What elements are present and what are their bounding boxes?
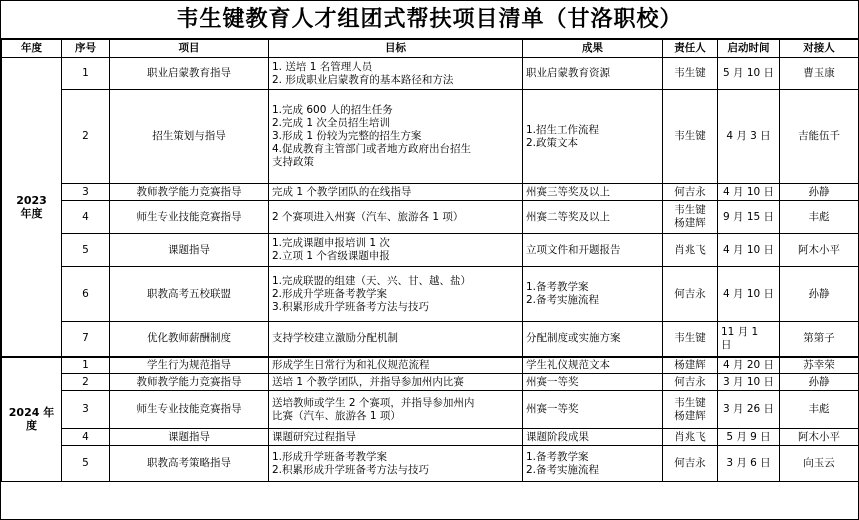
owner-cell: [663, 201, 718, 234]
owner-cell-line: 何吉永: [674, 375, 706, 388]
row-number: 1: [62, 357, 110, 374]
result-cell-line: 2.政策文本: [526, 136, 579, 149]
contact-cell: 曹玉康: [780, 58, 859, 90]
table-row: [2, 201, 859, 234]
start-time-cell: [718, 429, 780, 446]
start-time-cell-line: 4 月 10 日: [722, 287, 775, 300]
goal-cell-line: 支持政策: [272, 156, 314, 168]
start-time-cell: [718, 90, 780, 184]
goal-cell: [269, 58, 523, 90]
header-goal: 目标: [269, 40, 523, 58]
owner-cell: [663, 184, 718, 201]
project-name: 教师教学能力竞赛指导: [110, 374, 269, 391]
owner-cell-line: 何吉永: [674, 287, 706, 300]
result-cell-line: 学生礼仪规范文本: [526, 358, 610, 371]
header-start-time: 启动时间: [718, 40, 780, 58]
result-cell-line: 2.备考实施流程: [526, 463, 600, 476]
goal-cell: [269, 357, 523, 374]
start-time-cell-line: 3 月 26 日: [722, 403, 775, 415]
table-row: [2, 90, 859, 184]
result-cell: [523, 391, 663, 429]
result-cell-line: 州赛二等奖及以上: [526, 210, 610, 223]
project-name: 招生策划与指导: [110, 90, 269, 184]
contact-cell: 孙静: [780, 374, 859, 391]
contact-cell: 阿木小平: [780, 429, 859, 446]
owner-cell-line: 肖兆飞: [674, 430, 706, 443]
owner-cell-line: 杨建辉: [674, 358, 706, 371]
table-row: [2, 357, 859, 374]
goal-cell-line: 2 个赛项进入州赛（汽车、旅游各 1 项）: [272, 210, 464, 223]
result-cell-line: 课题阶段成果: [526, 430, 589, 443]
owner-cell-line: 韦生键: [674, 130, 706, 142]
header-year: 年度: [2, 40, 62, 58]
row-number: 2: [62, 374, 110, 391]
contact-cell: 阿木小平: [780, 234, 859, 267]
start-time-cell-line: 4 月 3 日: [726, 130, 771, 142]
start-time-cell-line: 3 月 10 日: [722, 375, 775, 388]
goal-cell-line: 形成学生日常行为和礼仪规范流程: [272, 358, 430, 371]
result-cell-line: 2.备考实施流程: [526, 294, 600, 306]
goal-cell: [269, 391, 523, 429]
row-number: 5: [62, 234, 110, 267]
goal-cell: [269, 90, 523, 184]
result-cell-line: 职业启蒙教育资源: [526, 67, 610, 79]
table-row: [2, 374, 859, 391]
row-number: 3: [62, 391, 110, 429]
table-row: [2, 446, 859, 482]
start-time-cell-line: 日: [721, 338, 732, 351]
owner-cell-line: 杨建辉: [674, 409, 706, 422]
owner-cell-line: 肖兆飞: [674, 243, 706, 256]
result-cell: [523, 446, 663, 482]
start-time-cell: [718, 267, 780, 322]
goal-cell-line: 3.形成 1 份较为完整的招生方案: [272, 130, 422, 142]
start-time-cell-line: 4 月 10 日: [722, 185, 775, 198]
start-time-cell-line: 3 月 6 日: [726, 457, 771, 469]
owner-cell: [663, 391, 718, 429]
start-time-cell: [718, 322, 780, 357]
owner-cell: [663, 429, 718, 446]
row-number: 4: [62, 201, 110, 234]
goal-cell: [269, 201, 523, 234]
row-number: 5: [62, 446, 110, 482]
result-cell-line: 州赛一等奖: [526, 375, 579, 388]
goal-cell-line: 3.积累形成升学班备考方法与技巧: [272, 300, 430, 313]
contact-cell: 苏幸荣: [780, 357, 859, 374]
start-time-cell-line: 9 月 15 日: [722, 210, 775, 223]
header-project: 项目: [110, 40, 269, 58]
start-time-cell: [718, 391, 780, 429]
start-time-cell: [718, 357, 780, 374]
owner-cell-line: 何吉永: [674, 185, 706, 198]
start-time-cell-line: 5 月 9 日: [726, 430, 771, 443]
owner-cell: [663, 322, 718, 357]
start-time-cell: [718, 184, 780, 201]
result-cell: [523, 322, 663, 357]
table-row: [2, 429, 859, 446]
result-cell-line: 州赛一等奖: [526, 403, 579, 415]
table-body: [2, 58, 859, 482]
owner-cell-line: 韦生键: [674, 204, 706, 216]
start-time-cell: [718, 374, 780, 391]
row-number: 1: [62, 58, 110, 90]
row-number: 3: [62, 184, 110, 201]
result-cell: [523, 234, 663, 267]
year-label-line: 2023: [16, 193, 47, 207]
owner-cell: [663, 58, 718, 90]
year-label-line: 2024 年: [8, 406, 55, 420]
project-name: 职教高考五校联盟: [110, 267, 269, 322]
goal-cell: [269, 184, 523, 201]
year-group-cell: [2, 357, 62, 482]
header-number: 序号: [62, 40, 110, 58]
goal-cell-line: 1.形成升学班备考教学案: [272, 450, 388, 463]
goal-cell-line: 1.完成课题申报培训 1 次: [272, 237, 390, 249]
result-cell: [523, 374, 663, 391]
owner-cell: [663, 234, 718, 267]
result-cell-line: 立项文件和开题报告: [526, 243, 621, 256]
goal-cell-line: 1.完成联盟的组建（天、兴、甘、越、盐）: [272, 274, 472, 287]
contact-cell: 丰彪: [780, 391, 859, 429]
result-cell-line: 分配制度或实施方案: [526, 332, 621, 345]
goal-cell-line: 课题研究过程指导: [272, 430, 356, 443]
project-name: 学生行为规范指导: [110, 357, 269, 374]
header-row: [2, 40, 859, 58]
owner-cell: [663, 446, 718, 482]
start-time-cell: [718, 446, 780, 482]
goal-cell-line: 1.完成 600 人的招生任务: [272, 104, 393, 116]
table-row: [2, 267, 859, 322]
start-time-cell: [718, 201, 780, 234]
start-time-cell: [718, 58, 780, 90]
goal-cell-line: 2.立项 1 个省级课题申报: [272, 250, 390, 262]
goal-cell: [269, 446, 523, 482]
header-contact: 对接人: [780, 40, 859, 58]
owner-cell-line: 韦生键: [674, 396, 706, 409]
owner-cell: [663, 267, 718, 322]
owner-cell-line: 韦生键: [674, 67, 706, 79]
result-cell-line: 1.招生工作流程: [526, 123, 600, 136]
year-group-cell: [2, 58, 62, 357]
result-cell: [523, 184, 663, 201]
owner-cell: [663, 374, 718, 391]
row-number: 2: [62, 90, 110, 184]
year-label-line: 度: [26, 419, 37, 433]
start-time-cell-line: 5 月 10 日: [722, 67, 775, 79]
result-cell: [523, 267, 663, 322]
goal-cell-line: 送培教师或学生 2 个赛项，并指导参加州内: [272, 396, 475, 409]
goal-cell: [269, 267, 523, 322]
contact-cell: 孙静: [780, 267, 859, 322]
result-cell-line: 1.备考教学案: [526, 450, 589, 463]
table-row: [2, 322, 859, 357]
goal-cell-line: 2.完成 1 次全员招生培训: [272, 117, 390, 129]
goal-cell-line: 2.形成升学班备考教学案: [272, 287, 388, 300]
goal-cell-line: 4.促成教育主管部门或者地方政府出台招生: [272, 143, 472, 155]
project-name: 优化教师薪酬制度: [110, 322, 269, 357]
contact-cell: 孙静: [780, 184, 859, 201]
result-cell-line: 1.备考教学案: [526, 281, 589, 293]
table-row: [2, 58, 859, 90]
result-cell-line: 州赛三等奖及以上: [526, 185, 610, 198]
table-row: [2, 391, 859, 429]
goal-cell-line: 1. 送培 1 名管理人员: [272, 60, 373, 73]
project-name: 教师教学能力竞赛指导: [110, 184, 269, 201]
result-cell: [523, 90, 663, 184]
project-name: 职业启蒙教育指导: [110, 58, 269, 90]
goal-cell: [269, 374, 523, 391]
project-name: 师生专业技能竞赛指导: [110, 201, 269, 234]
result-cell: [523, 58, 663, 90]
row-number: 7: [62, 322, 110, 357]
table-row: [2, 234, 859, 267]
table-row: [2, 184, 859, 201]
owner-cell: [663, 90, 718, 184]
row-number: 6: [62, 267, 110, 322]
goal-cell: [269, 234, 523, 267]
owner-cell-line: 杨建辉: [674, 217, 706, 229]
start-time-cell-line: 4 月 10 日: [722, 243, 775, 256]
project-name: 课题指导: [110, 429, 269, 446]
goal-cell-line: 2. 形成职业启蒙教育的基本路径和方法: [272, 73, 454, 86]
start-time-cell: [718, 234, 780, 267]
result-cell: [523, 429, 663, 446]
header-owner: 责任人: [663, 40, 718, 58]
goal-cell-line: 完成 1 个教学团队的在线指导: [272, 185, 412, 198]
goal-cell-line: 送培 1 个教学团队，并指导参加州内比赛: [272, 375, 464, 388]
year-label-line: 年度: [20, 206, 43, 220]
result-cell: [523, 201, 663, 234]
goal-cell-line: 比赛（汽车、旅游各 1 项）: [272, 409, 401, 422]
project-name: 职教高考策略指导: [110, 446, 269, 482]
row-number: 4: [62, 429, 110, 446]
start-time-cell-line: 11 月 1: [721, 325, 759, 338]
project-table: [1, 39, 859, 482]
contact-cell: 第第子: [780, 322, 859, 357]
contact-cell: 丰彪: [780, 201, 859, 234]
goal-cell-line: 2.积累形成升学班备考方法与技巧: [272, 463, 430, 476]
contact-cell: 吉能伍千: [780, 90, 859, 184]
owner-cell-line: 韦生键: [674, 332, 706, 345]
owner-cell-line: 何吉永: [674, 457, 706, 469]
goal-cell: [269, 429, 523, 446]
goal-cell: [269, 322, 523, 357]
start-time-cell-line: 4 月 20 日: [722, 358, 775, 371]
contact-cell: 向玉云: [780, 446, 859, 482]
project-name: 师生专业技能竞赛指导: [110, 391, 269, 429]
goal-cell-line: 支持学校建立激励分配机制: [272, 332, 398, 345]
result-cell: [523, 357, 663, 374]
document-title: 韦生键教育人才组团式帮扶项目清单（甘洛职校）: [1, 1, 858, 39]
project-name: 课题指导: [110, 234, 269, 267]
owner-cell: [663, 357, 718, 374]
header-result: 成果: [523, 40, 663, 58]
